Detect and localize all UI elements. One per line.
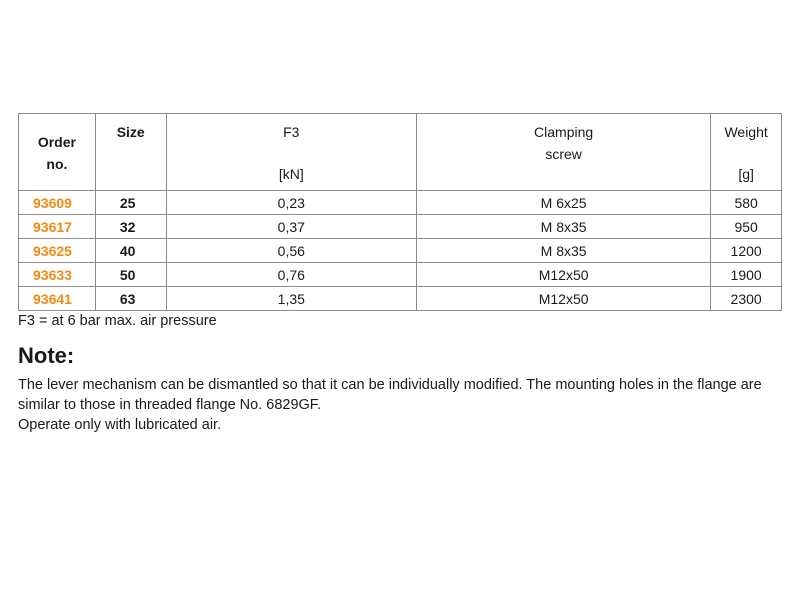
f3-cell: 1,35 [166, 287, 416, 311]
header-clamping-line2: screw [545, 146, 582, 162]
note-line: Operate only with lubricated air. [18, 417, 222, 433]
weight-cell: 580 [711, 191, 782, 215]
spec-table [18, 113, 782, 311]
size-cell: 32 [95, 215, 166, 239]
weight-cell: 1200 [711, 239, 782, 263]
f3-cell: 0,37 [166, 215, 416, 239]
table-row [19, 191, 782, 215]
header-weight-unit: [g] [738, 166, 754, 182]
f3-cell: 0,76 [166, 263, 416, 287]
header-weight [711, 114, 782, 191]
clamping-cell: M 8x35 [417, 215, 711, 239]
table-row [19, 239, 782, 263]
size-cell: 50 [95, 263, 166, 287]
order-number[interactable]: 93633 [19, 263, 96, 287]
size-cell: 63 [95, 287, 166, 311]
table-header-row [19, 114, 782, 191]
note-body [18, 375, 788, 435]
header-f3-unit: [kN] [278, 166, 304, 182]
size-cell: 25 [95, 191, 166, 215]
clamping-cell: M 6x25 [417, 191, 711, 215]
header-f3 [166, 114, 416, 191]
weight-cell: 1900 [711, 263, 782, 287]
header-size [95, 114, 166, 191]
footnote: F3 = at 6 bar max. air pressure [18, 313, 217, 329]
weight-cell: 950 [711, 215, 782, 239]
header-order-line1: Order [37, 134, 76, 150]
header-order-no [19, 114, 96, 191]
header-clamping-line1: Clamping [534, 124, 594, 140]
header-f3-label: F3 [283, 124, 300, 140]
note-title: Note: [18, 343, 75, 368]
f3-cell: 0,23 [166, 191, 416, 215]
order-number[interactable]: 93641 [19, 287, 96, 311]
order-number[interactable]: 93617 [19, 215, 96, 239]
note-line: The lever mechanism can be dismantled so that it can be individually modified. The mounting holes in the flange are similar to those in threaded flange No. 6829GF. [18, 377, 762, 413]
header-order-line2: no. [46, 156, 68, 172]
order-number[interactable]: 93625 [19, 239, 96, 263]
table-row [19, 263, 782, 287]
size-cell: 40 [95, 239, 166, 263]
clamping-cell: M 8x35 [417, 239, 711, 263]
clamping-cell: M12x50 [417, 263, 711, 287]
weight-cell: 2300 [711, 287, 782, 311]
header-weight-label: Weight [724, 124, 768, 140]
table-row [19, 215, 782, 239]
f3-cell: 0,56 [166, 239, 416, 263]
table-row [19, 287, 782, 311]
clamping-cell: M12x50 [417, 287, 711, 311]
header-clamping-screw [417, 114, 711, 191]
order-number[interactable]: 93609 [19, 191, 96, 215]
header-size-label: Size [116, 124, 145, 140]
